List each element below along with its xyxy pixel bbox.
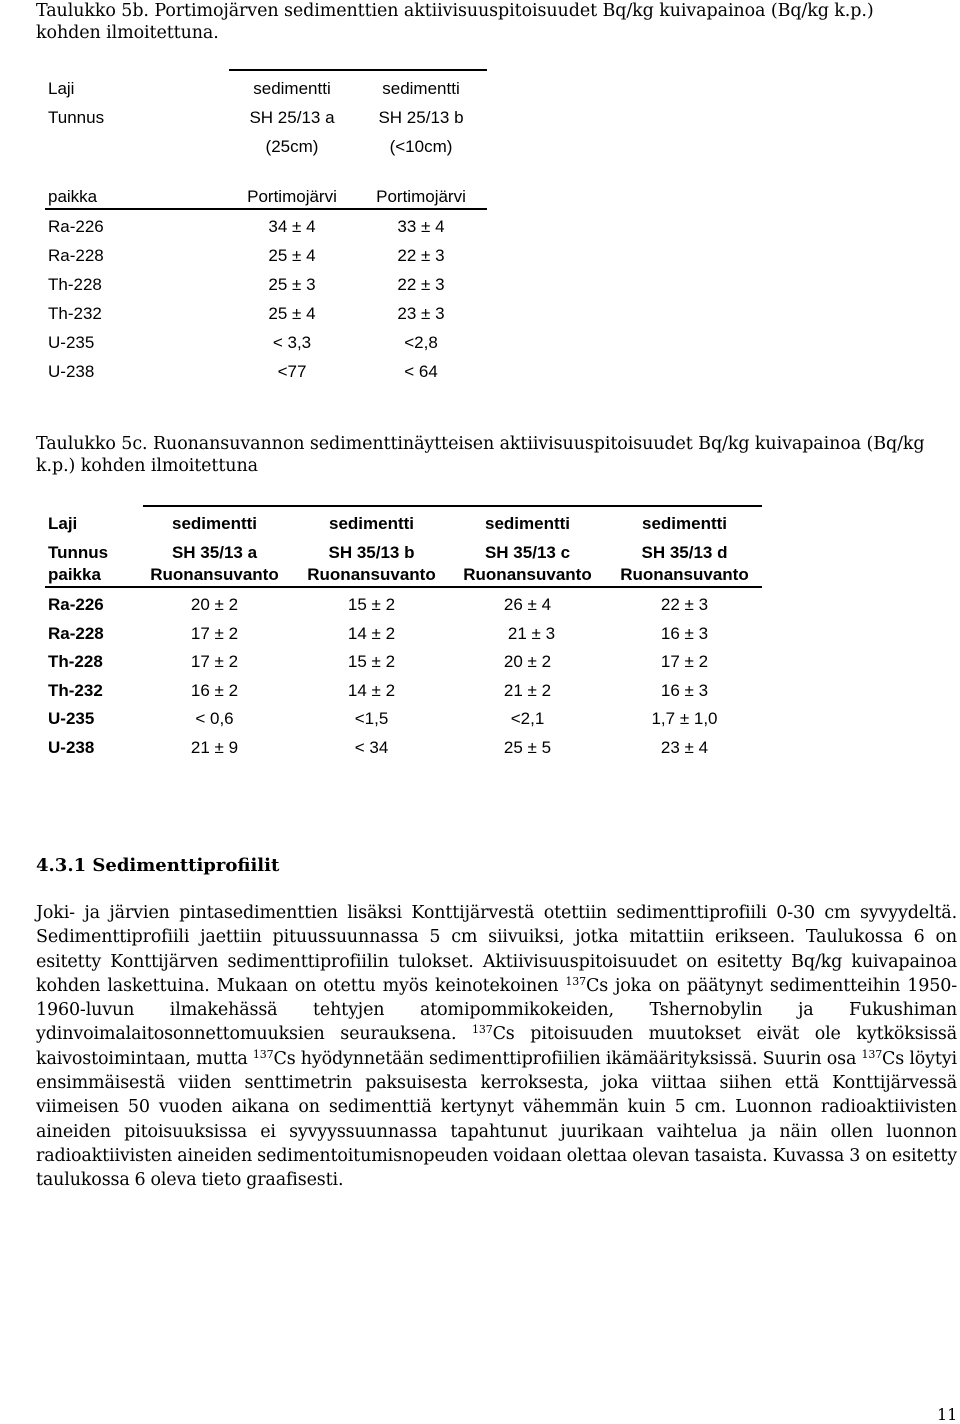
paragraph-text-2: Cs joka on päätynyt sedimentteihin 1950-1960-luvun ilmakehässä tehtyjen atomipommikokeiden, Tshernobylin ja Fukushiman ydinvoimalaitosonnettomuuksien seurauksena. [36,975,957,1045]
table-5c-col-c-laji: sedimentti [484,514,571,533]
table-5b-col-b-depth: (<10cm) [389,137,453,156]
table-5b-caption-line-2: kohden ilmoitettuna. [36,23,219,43]
table-5c-cell: 23 ± 4 [660,738,709,757]
table-5c-caption-line-2: k.p.) kohden ilmoitettuna [36,456,258,476]
table-5b-cell: 25 ± 4 [268,246,316,265]
table-5c-col-d-paikka: Ruonansuvanto [620,565,749,584]
table-5c-col-c-tunnus: SH 35/13 c [484,543,571,562]
table-5b-cell: 25 ± 3 [268,275,316,294]
table-5b-cell: < 3,3 [272,333,312,352]
table-5c-header-rule [45,586,762,588]
table-5c-cell: 16 ± 3 [660,681,709,700]
table-5c-col-a-tunnus: SH 35/13 a [171,543,258,562]
table-5c-col-a-laji: sedimentti [171,514,258,533]
table-5c-cell: 21 ± 2 [503,681,552,700]
table-5b-row-nuclide: U-238 [48,362,95,381]
table-5c-caption-line-1: Taulukko 5c. Ruonansuvannon sedimenttinäytteisen aktiivisuuspitoisuudet Bq/kg kuivapainoa (Bq/kg [36,434,925,454]
table-5c-col-b-paikka: Ruonansuvanto [307,565,436,584]
table-5b-col-b-tunnus: SH 25/13 b [378,108,464,127]
paragraph-text-4: Cs hyödynnetään sedimenttiprofiilien ikämäärityksissä. Suurin osa [273,1048,862,1069]
table-5c-cell: 20 ± 2 [503,652,552,671]
table-5c-cell: < 34 [354,738,389,757]
table-5c-cell: 22 ± 3 [660,595,709,614]
table-5c-row-nuclide: Th-228 [48,652,103,671]
table-5c-col-d-laji: sedimentti [641,514,728,533]
table-5c-col-c-paikka: Ruonansuvanto [463,565,592,584]
table-5c-top-rule [143,505,762,507]
table-5b-cell: <77 [277,362,307,381]
table-5b-col-b-laji: sedimentti [382,79,460,98]
table-5c-cell: <2,1 [510,709,545,728]
table-5b-row-nuclide: Ra-228 [48,246,104,265]
table-5b-cell: 23 ± 3 [397,304,445,323]
table-5c-col-d-tunnus: SH 35/13 d [641,543,728,562]
table-5c-cell: 25 ± 5 [503,738,552,757]
table-5c-cell: < 0,6 [195,709,234,728]
superscript-137: 137 [565,974,586,988]
table-5c-cell: 21 ± 3 [507,624,556,643]
table-5c-cell: 17 ± 2 [660,652,709,671]
table-5b-col-a-tunnus: SH 25/13 a [249,108,335,127]
table-5c-col-a-paikka: Ruonansuvanto [150,565,279,584]
table-5c-cell: 16 ± 3 [660,624,709,643]
table-5b-cell: < 64 [404,362,438,381]
table-5c-row-nuclide: U-238 [48,738,95,757]
table-5b-row-nuclide: Ra-226 [48,217,104,236]
table-5c-col-b-laji: sedimentti [328,514,415,533]
table-5c-cell: 26 ± 4 [503,595,552,614]
table-5c-cell: 15 ± 2 [347,595,396,614]
table-5b-cell: 22 ± 3 [397,275,445,294]
section-heading: 4.3.1 Sedimenttiprofiilit [36,855,280,876]
table-5c-row-nuclide: Ra-226 [48,595,104,614]
table-5b-cell: 22 ± 3 [397,246,445,265]
table-5c-cell: 17 ± 2 [190,624,239,643]
paragraph-text-1: Joki- ja järvien pintasedimenttien lisäksi Konttijärvestä otettiin sedimenttiprofiili 0-30 cm syvyydeltä. Sedimenttiprofiili jaettiin pituussuunnassa 5 cm siivuiksi, jotka mitattiin erikseen. Taulukossa 6 on esitetty Konttijärven sedimenttiprofiilin tulokset. Aktiivisuuspitoisuudet on esitetty Bq/kg kuivapainoa kohden laskettuina. Mukaan on otettu myös keinotekoinen [36,903,957,996]
table-5b-row-nuclide: Th-228 [48,275,102,294]
table-5b-col-a-paikka: Portimojärvi [247,187,337,206]
table-5b-cell: <2,8 [404,333,438,352]
table-5c-caption [36,433,956,477]
table-5c-cell: 14 ± 2 [347,681,396,700]
page-number: 11 [937,1405,958,1424]
paragraph-text-3: Cs pitoisuuden muutokset eivät ole kytköksissä kaivostoimintaan, mutta [36,1024,957,1069]
table-5c-cell: 15 ± 2 [347,652,396,671]
table-5b-top-rule [229,69,487,71]
table-5c-label-laji: Laji [48,514,78,533]
table-5b-label-laji: Laji [48,79,75,98]
table-5c-row-nuclide: Th-232 [48,681,103,700]
table-5c-row-nuclide: U-235 [48,709,95,728]
table-5b-row-nuclide: U-235 [48,333,95,352]
paragraph-text-5: Cs löytyi ensimmäisestä viiden senttimetrin paksuisesta kerroksesta, joka viittaa siihen että Konttijärvessä viimeisen 50 vuoden aikana on sedimenttiä kertynyt vähemmän kuin 5 cm. Luonnon radioaktiivisten aineiden pitoisuuksissa ei syvyyssuunnassa tapahtunut juurikaan vaihtelua ja näin ollen luonnon radioaktiivisten aineiden sedimentoitumisnopeuden voidaan olettaa olevan tasaista. Kuvassa 3 on esitetty taulukossa 6 oleva tieto graafisesti. [36,1048,957,1191]
table-5b-row-nuclide: Th-232 [48,304,102,323]
superscript-137: 137 [861,1047,883,1061]
table-5b-col-b-paikka: Portimojärvi [376,187,466,206]
section-paragraph [36,901,957,1193]
table-5b-cell: 25 ± 4 [268,304,316,323]
table-5b-cell: 33 ± 4 [397,217,445,236]
table-5b-cell: 34 ± 4 [268,217,316,236]
table-5c-cell: <1,5 [354,709,389,728]
table-5b-col-a-laji: sedimentti [253,79,331,98]
table-5c-cell: 16 ± 2 [190,681,239,700]
table-5c-label-tunnus: Tunnus [48,543,109,562]
table-5b-caption [36,0,956,44]
superscript-137: 137 [252,1047,274,1061]
table-5c-row-nuclide: Ra-228 [48,624,104,643]
table-5c-label-paikka: paikka [48,565,101,584]
table-5c-cell: 20 ± 2 [190,595,239,614]
table-5b-label-tunnus: Tunnus [48,108,105,127]
table-5c-col-b-tunnus: SH 35/13 b [328,543,415,562]
superscript-137: 137 [472,1023,493,1037]
table-5c-cell: 21 ± 9 [190,738,239,757]
table-5b-label-paikka: paikka [48,187,98,206]
table-5b-header-rule [45,208,487,210]
table-5c-cell: 1,7 ± 1,0 [651,709,718,728]
table-5c-cell: 14 ± 2 [347,624,396,643]
table-5c-cell: 17 ± 2 [190,652,239,671]
table-5b-caption-line-1: Taulukko 5b. Portimojärven sedimenttien aktiivisuuspitoisuudet Bq/kg kuivapainoa (Bq/kg k.p.) [36,1,874,21]
table-5b-col-a-depth: (25cm) [265,137,319,156]
